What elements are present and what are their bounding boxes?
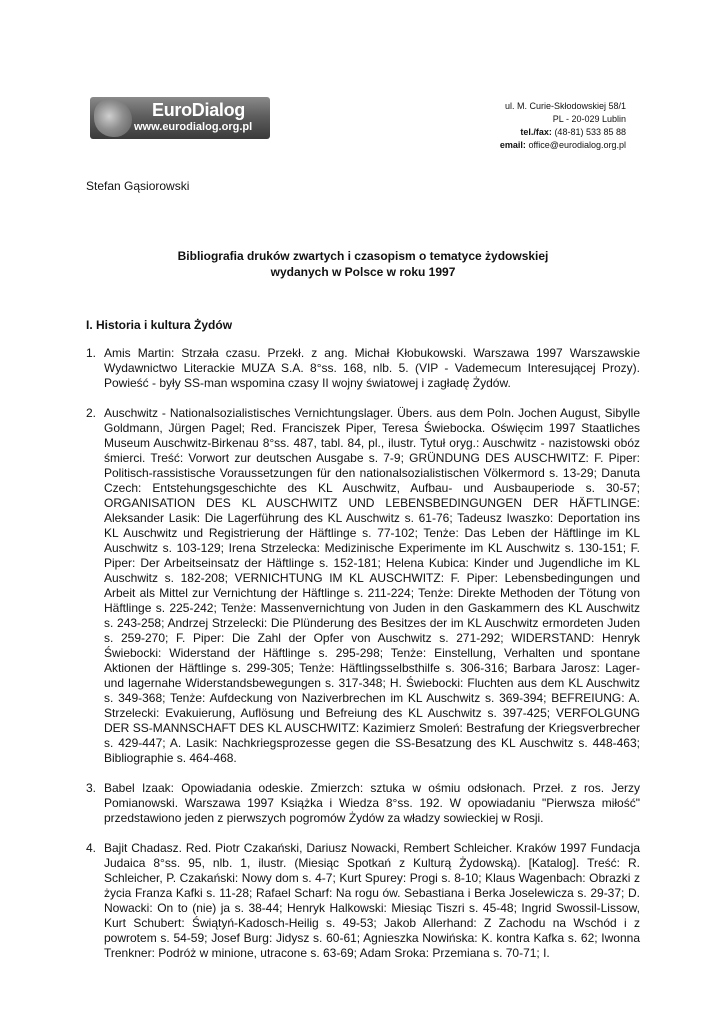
entry-text: Babel Izaak: Opowiadania odeskie. Zmierzch: sztuka w ośmiu odsłonach. Przeł. z ros. Jerzy Pomianowski. Warszawa 1997 Książka i Wiedza 8°ss. 192. W opowiadaniu "Pierwsza miłość" przedstawiono jeden z pierwszych pogromów Żydów za władzy sowieckiej w Rosji.: [104, 781, 640, 825]
entry-number: 3.: [86, 781, 97, 795]
logo-mark-icon: [94, 99, 132, 137]
bibliography-entry: [86, 346, 640, 391]
eurodialog-logo: [90, 97, 270, 139]
contact-phone: (48-81) 533 85 88: [554, 127, 626, 137]
document-title: [86, 248, 640, 280]
logo-name: EuroDialog: [152, 100, 246, 120]
bibliography-entry: [86, 406, 640, 766]
document-title-line-2: wydanych w Polsce w roku 1997: [270, 265, 456, 279]
document-title-line-1: Bibliografia druków zwartych i czasopism o tematyce żydowskiej: [177, 249, 549, 263]
entry-number: 4.: [86, 841, 97, 855]
contact-email-label: email:: [499, 140, 526, 150]
contact-city: PL - 20-029 Lublin: [552, 114, 626, 124]
contact-phone-label: tel./fax:: [520, 127, 552, 137]
contact-block: [500, 100, 626, 152]
section-heading: I. Historia i kultura Żydów: [86, 318, 233, 332]
contact-street: ul. M. Curie-Skłodowskiej 58/1: [504, 101, 626, 111]
logo-url: www.eurodialog.org.pl: [134, 121, 253, 133]
contact-phone-line: [500, 126, 626, 139]
bibliography-list: [86, 346, 640, 976]
entry-number: 2.: [86, 406, 97, 420]
entry-number: 1.: [86, 346, 97, 360]
entry-text: Amis Martin: Strzała czasu. Przekł. z ang. Michał Kłobukowski. Warszawa 1997 Warszawskie Wydawnictwo Literackie MUZA S.A. 8°ss. 168, nlb. 5. (VIP - Vademecum Interesującej Prozy). Powieść - były SS-man wspomina czasy II wojny światowej i zagładę Żydów.: [104, 346, 640, 390]
contact-email: office@eurodialog.org.pl: [528, 140, 626, 150]
entry-text: Auschwitz - Nationalsozialistisches Vernichtungslager. Übers. aus dem Poln. Jochen August, Sibylle Goldmann, Jürgen Pagel; Red. Franciszek Piper, Teresa Świebocka. Oświęcim 1997 Staatliches Museum Auschwitz-Birkenau 8°ss. 487, tabl. 84, pl., ilustr. Tytuł oryg.: Auschwitz - nazistowski obóz śmierci. Treść: Vorwort zur deutschen Ausgabe s. 7-9; GRÜNDUNG DES AUSCHWITZ: F. Piper: Politisch-rassistische Voraussetzungen für den nationalsozialistischen Völkermord s. 13-29; Danuta Czech: Entstehungsgeschichte des KL Auschwitz, Aufbau- und Ausbauperiode s. 30-57; ORGANISATION DES KL AUSCHWITZ UND LEBENSBEDINGUNGEN DER HÄFTLINGE: Aleksander Lasik: Die Lagerführung des KL Auschwitz s. 61-76; Tadeusz Iwaszko: Deportation ins KL Auschwitz und Registrierung der Häftlinge s. 77-102; Tenże: Das Leben der Häftlinge im KL Auschwitz s. 103-129; Irena Strzelecka: Medizinische Experimente im KL Auschwitz s. 130-151; F. Piper: Der Arbeitseinsatz der Häftlinge s. 152-181; Helena Kubica: Kinder und Jugendliche im KL Auschwitz s. 182-208; VERNICHTUNG IM KL AUSCHWITZ: F. Piper: Lebensbedingungen und Arbeit als Mittel zur Vernichtung der Häftlinge s. 211-224; Tenże: Direkte Methoden der Tötung von Häftlinge s. 225-242; Tenże: Massenvernichtung von Juden in den Gaskammern des KL Auschwitz s. 243-258; Andrzej Strzelecki: Die Plünderung des Besitzes der im KL Auschwitz ermordeten Juden s. 259-270; F. Piper: Die Zahl der Opfer von Auschwitz s. 271-292; WIDERSTAND: Henryk Świebocki: Widerstand der Häftlinge s. 295-298; Tenże: Einstellung, Verhalten und spontane Aktionen der Häftlinge s. 299-305; Tenże: Häftlingsselbsthilfe s. 306-316; Barbara Jarosz: Lager- und lagernahe Widerstandsbewegungen s. 317-348; H. Świebocki: Fluchten aus dem KL Auschwitz s. 349-368; Tenże: Aufdeckung von Naziverbrechen im KL Auschwitz s. 369-394; BEFREIUNG: A. Strzelecki: Evakuierung, Auflösung und Befreiung des KL Auschwitz s. 397-425; VERFOLGUNG DER SS-MANNSCHAFT DES KL AUSCHWITZ: Kazimierz Smoleń: Bestrafung der Kriegsverbrecher s. 429-447; A. Lasik: Nachkriegsprozesse gegen die SS-Besatzung des KL Auschwitz s. 448-463; Bibliographie s. 464-468.: [104, 406, 640, 765]
bibliography-entry: [86, 841, 640, 961]
contact-email-line: [500, 139, 626, 152]
author-name: Stefan Gąsiorowski: [86, 179, 190, 193]
entry-text: Bajit Chadasz. Red. Piotr Czakański, Dariusz Nowacki, Rembert Schleicher. Kraków 1997 Fundacja Judaica 8°ss. 95, nlb. 1, ilustr. (Miesiąc Spotkań z Kulturą Żydowską). [Katalog]. Treść: R. Schleicher, P. Czakański: Nowy dom s. 4-7; Kurt Spurey: Progi s. 8-10; Klaus Wagenbach: Obrazki z życia Franza Kafki s. 11-28; Rafael Scharf: Na rogu ów. Sebastiana i Berka Joselewicza s. 29-37; D. Nowacki: On to (nie) ja s. 38-44; Henryk Halkowski: Miesiąc Tiszri s. 45-48; Ingrid Swossil-Lissow, Kurt Schubert: Świątyń-Kadosch-Heilig s. 49-53; Jakob Allerhand: Z Zachodu na Wschód i z powrotem s. 54-59; Josef Burg: Jidysz s. 60-61; Agnieszka Nowińska: K. kontra Kafka s. 62; Iwonna Trenkner: Podróż w minione, utracone s. 63-69; Adam Sroka: Przemiana s. 70-71; I.: [104, 841, 640, 960]
bibliography-entry: [86, 781, 640, 826]
